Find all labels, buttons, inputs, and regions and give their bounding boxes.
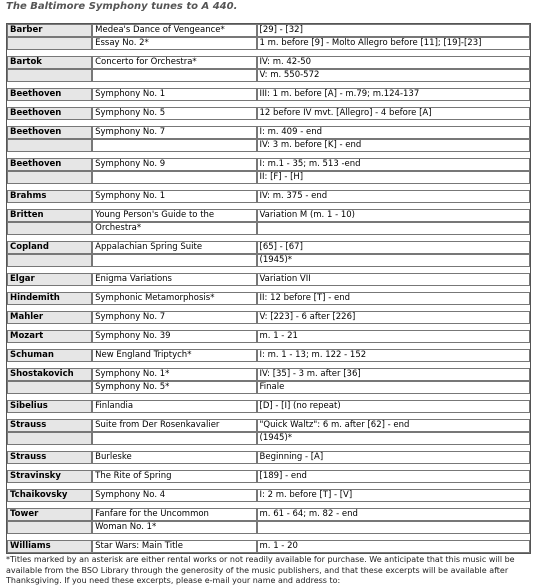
- work-cell: Symphony No. 5*: [92, 381, 256, 394]
- work-cell: [92, 69, 256, 82]
- table-row: [7, 432, 530, 445]
- table-row: [7, 540, 530, 553]
- table-row: [7, 470, 530, 483]
- work-cell: New England Triptych*: [92, 349, 256, 362]
- composer-cell: Brahms: [7, 190, 92, 203]
- composer-cell: [7, 381, 92, 394]
- composer-cell: Shostakovich: [7, 368, 92, 381]
- composer-cell: Hindemith: [7, 292, 92, 305]
- excerpt-cell: III: 1 m. before [A] - m.79; m.124-137: [257, 88, 530, 101]
- excerpt-cell: IV: [35] - 3 m. after [36]: [257, 368, 530, 381]
- table-row: [7, 292, 530, 305]
- work-cell: Symphony No. 39: [92, 330, 256, 343]
- work-cell: Essay No. 2*: [92, 37, 256, 50]
- excerpt-cell: II: [F] - [H]: [257, 171, 530, 184]
- table-row: [7, 126, 530, 139]
- table-row: [7, 254, 530, 267]
- table-row: [7, 349, 530, 362]
- excerpt-cell: [65] - [67]: [257, 241, 530, 254]
- work-cell: The Rite of Spring: [92, 470, 256, 483]
- excerpt-cell: V: [223] - 6 after [226]: [257, 311, 530, 324]
- excerpt-cell: I: m. 409 - end: [257, 126, 530, 139]
- excerpt-cell: m. 1 - 20: [257, 540, 530, 553]
- composer-cell: [7, 521, 92, 534]
- excerpt-cell: Variation VII: [257, 273, 530, 286]
- work-cell: Symphony No. 5: [92, 107, 256, 120]
- composer-cell: Beethoven: [7, 158, 92, 171]
- excerpt-cell: V: m. 550-572: [257, 69, 530, 82]
- table-row: [7, 24, 530, 37]
- work-cell: Woman No. 1*: [92, 521, 256, 534]
- composer-cell: Mahler: [7, 311, 92, 324]
- work-cell: [92, 432, 256, 445]
- excerpt-cell: [257, 521, 530, 534]
- composer-cell: Copland: [7, 241, 92, 254]
- work-cell: Medea's Dance of Vengeance*: [92, 24, 256, 37]
- table-row: [7, 241, 530, 254]
- composer-cell: [7, 69, 92, 82]
- table-row: [7, 419, 530, 432]
- excerpts-table-body: [7, 24, 530, 553]
- work-cell: Young Person's Guide to the: [92, 209, 256, 222]
- page-title: The Baltimore Symphony tunes to A 440.: [6, 1, 238, 12]
- excerpt-cell: I: m. 1 - 13; m. 122 - 152: [257, 349, 530, 362]
- table-row: [7, 368, 530, 381]
- excerpt-cell: Beginning - [A]: [257, 451, 530, 464]
- table-row: [7, 209, 530, 222]
- excerpt-cell: I: 2 m. before [T] - [V]: [257, 489, 530, 502]
- work-cell: Burleske: [92, 451, 256, 464]
- table-row: [7, 273, 530, 286]
- table-row: [7, 311, 530, 324]
- work-cell: Finlandia: [92, 400, 256, 413]
- composer-cell: Williams: [7, 540, 92, 553]
- table-row: [7, 69, 530, 82]
- work-cell: Symphony No. 1: [92, 88, 256, 101]
- excerpt-cell: Finale: [257, 381, 530, 394]
- table-row: [7, 400, 530, 413]
- work-cell: [92, 139, 256, 152]
- composer-cell: [7, 171, 92, 184]
- work-cell: Appalachian Spring Suite: [92, 241, 256, 254]
- table-row: [7, 508, 530, 521]
- table-row: [7, 88, 530, 101]
- composer-cell: [7, 139, 92, 152]
- excerpt-cell: [D] - [I] (no repeat): [257, 400, 530, 413]
- table-row: [7, 381, 530, 394]
- work-cell: Symphony No. 9: [92, 158, 256, 171]
- composer-cell: Bartok: [7, 56, 92, 69]
- work-cell: Symphonic Metamorphosis*: [92, 292, 256, 305]
- excerpt-cell: 1 m. before [9] - Molto Allegro before [11]; [19]-[23]: [257, 37, 530, 50]
- excerpt-cell: 12 before IV mvt. [Allegro] - 4 before [A]: [257, 107, 530, 120]
- composer-cell: [7, 432, 92, 445]
- excerpt-cell: Variation M (m. 1 - 10): [257, 209, 530, 222]
- table-row: [7, 139, 530, 152]
- work-cell: Symphony No. 4: [92, 489, 256, 502]
- excerpt-cell: II: 12 before [T] - end: [257, 292, 530, 305]
- excerpt-cell: m. 61 - 64; m. 82 - end: [257, 508, 530, 521]
- composer-cell: Tchaikovsky: [7, 489, 92, 502]
- excerpt-cell: IV: 3 m. before [K] - end: [257, 139, 530, 152]
- composer-cell: Beethoven: [7, 107, 92, 120]
- work-cell: Enigma Variations: [92, 273, 256, 286]
- work-cell: Symphony No. 1*: [92, 368, 256, 381]
- composer-cell: [7, 37, 92, 50]
- composer-cell: Strauss: [7, 451, 92, 464]
- excerpts-table: [6, 23, 531, 554]
- excerpt-cell: [29] - [32]: [257, 24, 530, 37]
- composer-cell: Schuman: [7, 349, 92, 362]
- excerpt-cell: [257, 222, 530, 235]
- table-row: [7, 190, 530, 203]
- work-cell: Star Wars: Main Title: [92, 540, 256, 553]
- table-row: [7, 158, 530, 171]
- excerpt-cell: IV: m. 42-50: [257, 56, 530, 69]
- work-cell: [92, 254, 256, 267]
- excerpt-cell: (1945)*: [257, 254, 530, 267]
- table-row: [7, 451, 530, 464]
- excerpt-cell: m. 1 - 21: [257, 330, 530, 343]
- excerpt-cell: I: m.1 - 35; m. 513 -end: [257, 158, 530, 171]
- composer-cell: Beethoven: [7, 126, 92, 139]
- table-row: [7, 521, 530, 534]
- composer-cell: Elgar: [7, 273, 92, 286]
- excerpt-cell: (1945)*: [257, 432, 530, 445]
- work-cell: Orchestra*: [92, 222, 256, 235]
- table-row: [7, 489, 530, 502]
- composer-cell: Tower: [7, 508, 92, 521]
- work-cell: [92, 171, 256, 184]
- composer-cell: [7, 254, 92, 267]
- table-row: [7, 222, 530, 235]
- composer-cell: Stravinsky: [7, 470, 92, 483]
- table-row: [7, 56, 530, 69]
- work-cell: Fanfare for the Uncommon: [92, 508, 256, 521]
- table-row: [7, 37, 530, 50]
- excerpt-cell: [189] - end: [257, 470, 530, 483]
- composer-cell: Britten: [7, 209, 92, 222]
- composer-cell: Mozart: [7, 330, 92, 343]
- composer-cell: [7, 222, 92, 235]
- work-cell: Symphony No. 1: [92, 190, 256, 203]
- table-row: [7, 107, 530, 120]
- composer-cell: Sibelius: [7, 400, 92, 413]
- composer-cell: Barber: [7, 24, 92, 37]
- work-cell: Symphony No. 7: [92, 126, 256, 139]
- footnote: *Titles marked by an asterisk are either rental works or not readily available for purchase. We anticipate that this music will be available from the BSO Library through the generosity of the music publishers, and that these excerpts will be available after Thanksgiving. If you need these excerpts, please e-mail your name and address to:: [6, 555, 515, 585]
- table-row: [7, 171, 530, 184]
- composer-cell: Beethoven: [7, 88, 92, 101]
- table-row: [7, 330, 530, 343]
- excerpt-cell: "Quick Waltz": 6 m. after [62] - end: [257, 419, 530, 432]
- work-cell: Concerto for Orchestra*: [92, 56, 256, 69]
- excerpt-cell: IV: m. 375 - end: [257, 190, 530, 203]
- composer-cell: Strauss: [7, 419, 92, 432]
- work-cell: Suite from Der Rosenkavalier: [92, 419, 256, 432]
- work-cell: Symphony No. 7: [92, 311, 256, 324]
